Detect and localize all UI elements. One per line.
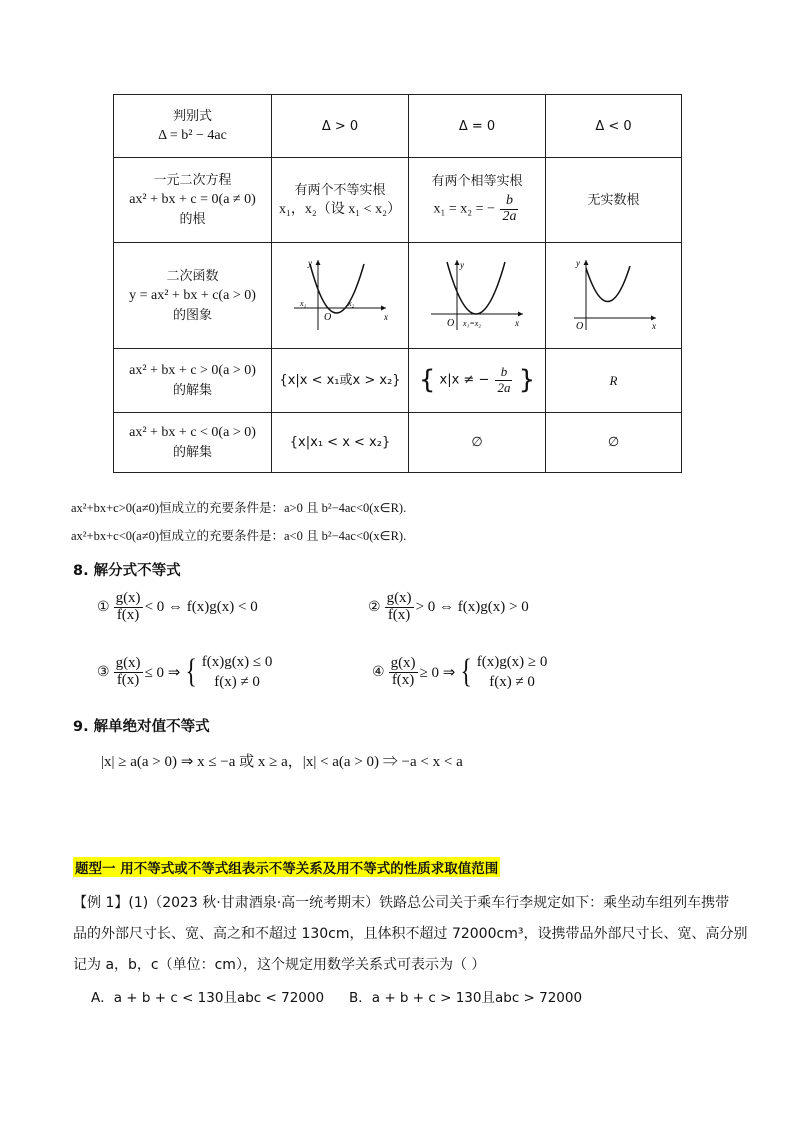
example-line-1: 【例 1】(1)（2023 秋·甘肃酒泉·高一统考期末）铁路总公司关于乘车行李规定如下：乘坐动车组列车携带 [73, 895, 730, 911]
option-b[interactable]: B．a + b + c > 130且abc > 72000 [349, 990, 583, 1006]
row-header-function: 二次函数 y = ax² + bx + c(a > 0) 的图象 [114, 243, 272, 349]
discriminant-table [113, 94, 682, 473]
graph-negative [546, 243, 682, 349]
svg-text:O: O [447, 318, 455, 329]
formula-3: ③ $\frac{g(x)}{f(x)}$ ≤ 0 ⇒ { f(x)g(x) ≤ 0 f(x) ≠ 0 [97, 653, 273, 691]
table-row [114, 243, 682, 349]
case-negative: Δ < 0 [546, 95, 682, 158]
svg-text:y: y [308, 258, 312, 268]
svg-text:O: O [324, 312, 332, 323]
svg-text:x: x [651, 321, 656, 331]
formula-1: ① $\frac{g(x)}{f(x)}$ < 0 ⇔ f(x)g(x) < 0 [97, 590, 258, 623]
row-header-discriminant: 判别式 Δ = b² − 4ac [114, 95, 272, 158]
fraction: $\frac{g(x)}{f(x)}$ [115, 590, 141, 623]
row-header-equation: 一元二次方程 ax² + bx + c = 0(a ≠ 0) 的根 [114, 158, 272, 243]
fraction: $\frac{g(x)}{f(x)}$ [386, 590, 412, 623]
section-8-title: 8. 解分式不等式 [73, 563, 181, 579]
section-9-title: 9. 解单绝对值不等式 [73, 719, 210, 735]
lt-set-positive: {x|x₁ < x < x₂} [272, 413, 409, 473]
parabola-no-root-graph [564, 256, 664, 332]
svg-text:x₁: x₁ [300, 299, 307, 308]
roots-negative: 无实数根 [546, 158, 682, 243]
svg-text:y: y [575, 258, 580, 268]
roots-positive: 有两个不等实根 x₁，x₂（设 x₁ < x₂） [272, 158, 409, 243]
svg-text:x₁=x₂: x₁=x₂ [463, 319, 482, 328]
note-positive-condition: ax²+bx+c>0(a≠0)恒成立的充要条件是：a>0 且 b²−4ac<0(x∈R). [71, 501, 407, 515]
lt-set-negative: ∅ [546, 413, 682, 473]
fraction: $\frac{g(x)}{f(x)}$ [115, 655, 141, 688]
row-header-gt-set: ax² + bx + c > 0(a > 0) 的解集 [114, 349, 272, 413]
svg-text:x₂: x₂ [348, 299, 355, 308]
graph-positive [272, 243, 409, 349]
table-row [114, 413, 682, 473]
formula-4: ④ $\frac{g(x)}{f(x)}$ ≥ 0 ⇒ { f(x)g(x) ≥ 0 f(x) ≠ 0 [372, 653, 548, 691]
fraction: $\frac{b}{2a}$ [502, 193, 517, 224]
row-header-lt-set: ax² + bx + c < 0(a > 0) 的解集 [114, 413, 272, 473]
table-row [114, 95, 682, 158]
graph-zero [409, 243, 546, 349]
gt-set-positive: {x|x < x₁或x > x₂} [272, 349, 409, 413]
parabola-two-roots-graph [290, 256, 390, 332]
topic-heading: 题型一 用不等式或不等式组表示不等关系及用不等式的性质求取值范围 [73, 857, 500, 877]
svg-text:y: y [460, 260, 464, 270]
fraction: $\frac{b}{2a}$ [497, 364, 511, 395]
svg-text:O: O [575, 321, 583, 332]
note-negative-condition: ax²+bx+c<0(a≠0)恒成立的充要条件是：a<0 且 b²−4ac<0(x∈R). [71, 529, 407, 543]
gt-set-zero: { x|x ≠ − $\frac{b}{2a}$ } [409, 349, 546, 413]
example-line-2: 品的外部尺寸长、宽、高之和不超过 130cm，且体积不超过 72000cm³，设携带品外部尺寸长、宽、高分别 [73, 926, 748, 942]
case-positive: Δ > 0 [272, 95, 409, 158]
fraction: $\frac{g(x)}{f(x)}$ [390, 655, 416, 688]
table-row [114, 349, 682, 413]
case-zero: Δ = 0 [409, 95, 546, 158]
formula-2: ② $\frac{g(x)}{f(x)}$ > 0 ⇔ f(x)g(x) > 0 [368, 590, 529, 623]
abs-value-formula: |x| ≥ a(a > 0) ⇒ x ≤ −a 或 x ≥ a，|x| < a(a > 0) ⇒ −a < x < a [101, 754, 463, 770]
parabola-one-root-graph [427, 256, 527, 332]
table-row [114, 158, 682, 243]
gt-set-negative: R [546, 349, 682, 413]
svg-text:x: x [384, 312, 388, 322]
lt-set-zero: ∅ [409, 413, 546, 473]
example-line-3: 记为 a，b，c（单位：cm），这个规定用数学关系式可表示为（ ） [73, 957, 486, 973]
svg-text:x: x [515, 318, 519, 328]
option-a[interactable]: A．a + b + c < 130且abc < 72000 [91, 990, 325, 1006]
roots-zero: 有两个相等实根 x₁ = x₂ = − $\frac{b}{2a}$ [409, 158, 546, 243]
